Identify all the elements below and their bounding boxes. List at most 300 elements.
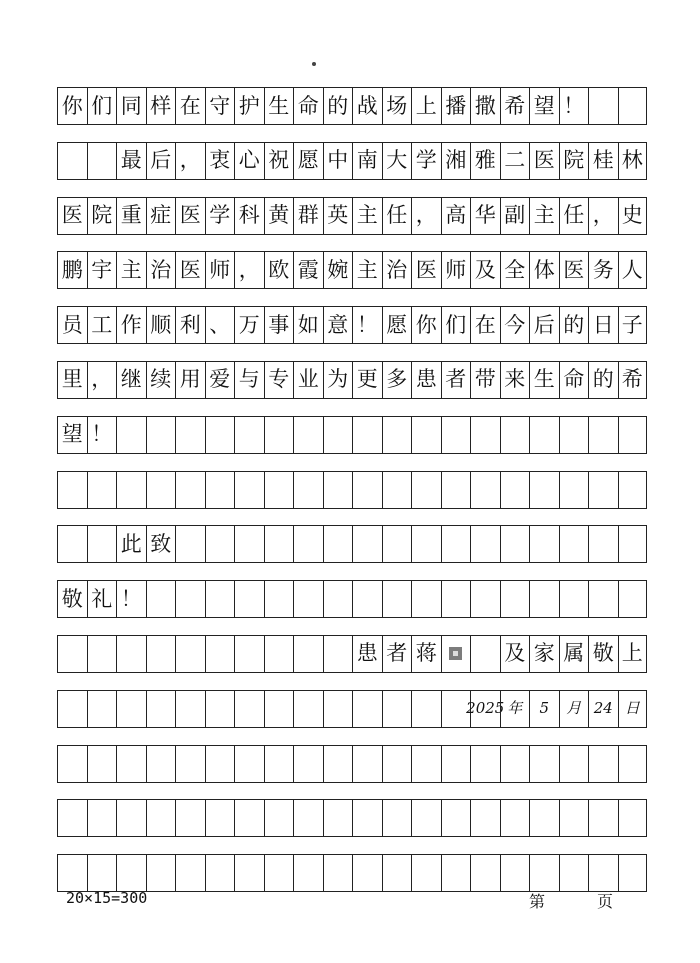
page-prefix: 第	[529, 892, 546, 911]
manuscript-grid-sheet	[57, 87, 647, 892]
grid-cell: 望	[529, 87, 559, 125]
grid-cell	[500, 525, 530, 563]
grid-cell	[352, 525, 382, 563]
grid-cell	[175, 799, 205, 837]
grid-cell	[382, 471, 412, 509]
grid-cell	[57, 525, 87, 563]
grid-cell: 继	[116, 361, 146, 399]
grid-cell	[559, 525, 589, 563]
grid-cell	[588, 580, 618, 618]
grid-cell	[529, 799, 559, 837]
grid-cell	[618, 580, 648, 618]
grid-cell: 院	[87, 197, 117, 235]
grid-cell	[500, 580, 530, 618]
grid-cell	[116, 854, 146, 892]
grid-cell	[588, 854, 618, 892]
grid-cell: 及	[500, 635, 530, 673]
grid-cell: 日	[618, 690, 648, 728]
grid-cell	[146, 745, 176, 783]
grid-cell	[559, 416, 589, 454]
grid-cell	[411, 580, 441, 618]
grid-cell: ，	[175, 142, 205, 180]
grid-cell: 如	[293, 306, 323, 344]
grid-row	[57, 635, 647, 673]
grid-cell	[146, 690, 176, 728]
grid-cell	[441, 416, 471, 454]
grid-cell	[175, 416, 205, 454]
grid-cell: 学	[411, 142, 441, 180]
grid-cell: 续	[146, 361, 176, 399]
grid-cell: 的	[559, 306, 589, 344]
grid-cell	[352, 690, 382, 728]
grid-cell	[205, 690, 235, 728]
grid-cell: 敬	[588, 635, 618, 673]
grid-cell: 撒	[470, 87, 500, 125]
grid-cell: 者	[382, 635, 412, 673]
grid-cell	[352, 854, 382, 892]
grid-cell: 心	[234, 142, 264, 180]
grid-cell: 们	[87, 87, 117, 125]
grid-cell	[441, 580, 471, 618]
stray-ink-dot	[312, 62, 316, 66]
grid-cell	[264, 416, 294, 454]
grid-cell	[146, 854, 176, 892]
grid-cell: 高	[441, 197, 471, 235]
grid-cell	[293, 745, 323, 783]
grid-cell: 学	[205, 197, 235, 235]
grid-cell	[323, 635, 353, 673]
grid-cell: 医	[57, 197, 87, 235]
grid-cell	[87, 142, 117, 180]
grid-cell: 命	[293, 87, 323, 125]
grid-cell: 多	[382, 361, 412, 399]
grid-cell	[116, 799, 146, 837]
grid-cell	[500, 416, 530, 454]
grid-cell: 礼	[87, 580, 117, 618]
grid-cell	[529, 416, 559, 454]
grid-cell: 治	[382, 251, 412, 289]
grid-cell: ！	[116, 580, 146, 618]
grid-cell	[264, 635, 294, 673]
grid-cell: 群	[293, 197, 323, 235]
grid-cell: 希	[618, 361, 648, 399]
grid-cell	[588, 87, 618, 125]
grid-cell: 们	[441, 306, 471, 344]
grid-cell	[559, 580, 589, 618]
grid-cell: 副	[500, 197, 530, 235]
grid-cell	[529, 745, 559, 783]
grid-cell: 二	[500, 142, 530, 180]
grid-cell: 南	[352, 142, 382, 180]
grid-cell: 属	[559, 635, 589, 673]
grid-cell: 湘	[441, 142, 471, 180]
grid-cell	[57, 142, 87, 180]
grid-cell: 愿	[382, 306, 412, 344]
grid-cell: 希	[500, 87, 530, 125]
grid-cell	[441, 471, 471, 509]
grid-cell: ！	[87, 416, 117, 454]
grid-row	[57, 197, 647, 235]
grid-cell	[264, 580, 294, 618]
grid-cell	[264, 471, 294, 509]
grid-cell: 24	[588, 690, 618, 728]
grid-cell	[205, 525, 235, 563]
grid-cell	[411, 416, 441, 454]
grid-cell	[500, 471, 530, 509]
grid-cell	[529, 471, 559, 509]
grid-cell	[264, 745, 294, 783]
grid-cell	[205, 745, 235, 783]
grid-cell	[500, 745, 530, 783]
grid-cell: 带	[470, 361, 500, 399]
grid-cell: 专	[264, 361, 294, 399]
grid-cell: 的	[323, 87, 353, 125]
grid-cell: ，	[411, 197, 441, 235]
grid-cell: 主	[529, 197, 559, 235]
grid-cell: 在	[470, 306, 500, 344]
page-suffix: 页	[597, 892, 614, 911]
grid-cell	[382, 525, 412, 563]
grid-row	[57, 854, 647, 892]
grid-cell	[175, 525, 205, 563]
grid-cell	[588, 471, 618, 509]
grid-cell: 里	[57, 361, 87, 399]
grid-cell: 致	[146, 525, 176, 563]
grid-cell: 祝	[264, 142, 294, 180]
grid-cell: 事	[264, 306, 294, 344]
grid-cell	[87, 635, 117, 673]
grid-cell	[87, 745, 117, 783]
grid-cell	[470, 799, 500, 837]
grid-cell	[57, 471, 87, 509]
grid-cell: 在	[175, 87, 205, 125]
grid-cell: 患	[352, 635, 382, 673]
grid-cell: 护	[234, 87, 264, 125]
grid-cell	[57, 854, 87, 892]
grid-cell	[293, 525, 323, 563]
grid-cell: 你	[411, 306, 441, 344]
grid-cell: 年	[500, 690, 530, 728]
grid-cell: 史	[618, 197, 648, 235]
grid-cell	[382, 690, 412, 728]
grid-cell	[470, 525, 500, 563]
grid-cell	[411, 745, 441, 783]
grid-cell	[57, 635, 87, 673]
grid-cell	[323, 854, 353, 892]
grid-cell	[559, 745, 589, 783]
page-number-label	[529, 889, 613, 912]
grid-cell	[529, 854, 559, 892]
grid-cell	[500, 799, 530, 837]
grid-cell	[470, 635, 500, 673]
grid-cell	[500, 854, 530, 892]
grid-cell	[618, 471, 648, 509]
grid-cell: ，	[234, 251, 264, 289]
grid-cell	[234, 416, 264, 454]
grid-cell: 样	[146, 87, 176, 125]
grid-cell	[146, 471, 176, 509]
grid-cell: 的	[588, 361, 618, 399]
grid-row	[57, 251, 647, 289]
grid-cell	[116, 690, 146, 728]
grid-cell: 医	[175, 251, 205, 289]
grid-cell	[411, 854, 441, 892]
grid-cell	[559, 854, 589, 892]
grid-cell: 万	[234, 306, 264, 344]
grid-cell	[352, 799, 382, 837]
grid-cell: 医	[175, 197, 205, 235]
grid-cell: 后	[529, 306, 559, 344]
grid-cell	[588, 799, 618, 837]
grid-cell	[293, 416, 323, 454]
grid-cell: 敬	[57, 580, 87, 618]
grid-cell: ！	[559, 87, 589, 125]
grid-cell: 更	[352, 361, 382, 399]
grid-cell	[618, 525, 648, 563]
grid-row	[57, 142, 647, 180]
grid-row	[57, 471, 647, 509]
grid-cell	[205, 799, 235, 837]
grid-cell: 后	[146, 142, 176, 180]
grid-cell: 爱	[205, 361, 235, 399]
grid-cell: 重	[116, 197, 146, 235]
grid-cell: 任	[382, 197, 412, 235]
grid-cell: 播	[441, 87, 471, 125]
grid-cell	[205, 854, 235, 892]
grid-cell	[205, 635, 235, 673]
grid-cell: 衷	[205, 142, 235, 180]
grid-cell	[382, 854, 412, 892]
grid-row	[57, 87, 647, 125]
grid-cell	[411, 525, 441, 563]
grid-cell: 你	[57, 87, 87, 125]
grid-cell: 生	[529, 361, 559, 399]
grid-cell	[175, 580, 205, 618]
grid-cell: 守	[205, 87, 235, 125]
grid-cell: 任	[559, 197, 589, 235]
grid-cell: 症	[146, 197, 176, 235]
grid-cell: 5	[529, 690, 559, 728]
grid-cell: 工	[87, 306, 117, 344]
grid-cell	[146, 635, 176, 673]
grid-cell: 场	[382, 87, 412, 125]
grid-cell: 全	[500, 251, 530, 289]
grid-cell	[175, 471, 205, 509]
grid-row	[57, 361, 647, 399]
grid-cell	[234, 580, 264, 618]
grid-cell: 生	[264, 87, 294, 125]
grid-row	[57, 690, 647, 728]
grid-cell: 医	[559, 251, 589, 289]
grid-cell	[293, 635, 323, 673]
grid-cell: 愿	[293, 142, 323, 180]
grid-cell: 科	[234, 197, 264, 235]
grid-cell: 家	[529, 635, 559, 673]
grid-cell: 子	[618, 306, 648, 344]
grid-cell	[264, 854, 294, 892]
grid-cell	[323, 525, 353, 563]
grid-cell	[470, 580, 500, 618]
grid-cell: 英	[323, 197, 353, 235]
grid-cell: 院	[559, 142, 589, 180]
grid-cell: 同	[116, 87, 146, 125]
grid-cell	[323, 580, 353, 618]
grid-row	[57, 306, 647, 344]
grid-cell	[57, 690, 87, 728]
grid-cell: 用	[175, 361, 205, 399]
grid-cell: 业	[293, 361, 323, 399]
grid-cell	[234, 635, 264, 673]
grid-cell: 患	[411, 361, 441, 399]
grid-cell	[352, 580, 382, 618]
grid-cell: ，	[87, 361, 117, 399]
grid-cell	[293, 799, 323, 837]
grid-cell: 顺	[146, 306, 176, 344]
grid-cell	[116, 471, 146, 509]
grid-cell: 2025	[470, 690, 500, 728]
grid-cell: 师	[205, 251, 235, 289]
redacted-name-cell	[441, 635, 471, 673]
grid-cell: ，	[588, 197, 618, 235]
grid-cell	[588, 525, 618, 563]
grid-cell	[441, 799, 471, 837]
grid-cell	[559, 471, 589, 509]
grid-cell	[618, 745, 648, 783]
grid-cell	[146, 416, 176, 454]
grid-cell	[234, 525, 264, 563]
grid-cell	[175, 854, 205, 892]
grid-cell	[87, 690, 117, 728]
grid-cell	[411, 690, 441, 728]
grid-cell: 利	[175, 306, 205, 344]
grid-cell: 命	[559, 361, 589, 399]
grid-cell	[618, 87, 648, 125]
grid-cell	[264, 799, 294, 837]
grid-cell	[264, 525, 294, 563]
grid-cell: 桂	[588, 142, 618, 180]
grid-cell	[116, 745, 146, 783]
grid-cell	[588, 745, 618, 783]
grid-cell	[234, 690, 264, 728]
grid-row	[57, 525, 647, 563]
grid-cell	[529, 525, 559, 563]
grid-cell	[382, 745, 412, 783]
grid-cell	[293, 854, 323, 892]
grid-cell: 医	[411, 251, 441, 289]
grid-cell: 员	[57, 306, 87, 344]
grid-cell	[323, 471, 353, 509]
grid-cell	[87, 471, 117, 509]
grid-cell: 来	[500, 361, 530, 399]
grid-cell	[57, 745, 87, 783]
grid-cell	[323, 690, 353, 728]
grid-spec-label: 20×15=300	[66, 889, 148, 907]
grid-cell	[470, 471, 500, 509]
grid-cell	[293, 471, 323, 509]
grid-cell: 今	[500, 306, 530, 344]
grid-cell	[411, 799, 441, 837]
grid-cell: ！	[352, 306, 382, 344]
redaction-mark	[449, 647, 462, 660]
grid-cell	[234, 471, 264, 509]
grid-cell	[146, 580, 176, 618]
grid-cell	[234, 854, 264, 892]
grid-cell: 者	[441, 361, 471, 399]
grid-cell: 与	[234, 361, 264, 399]
grid-row	[57, 799, 647, 837]
grid-cell: 主	[116, 251, 146, 289]
grid-cell	[234, 799, 264, 837]
grid-cell	[618, 799, 648, 837]
grid-cell: 华	[470, 197, 500, 235]
grid-cell: 上	[618, 635, 648, 673]
grid-cell: 治	[146, 251, 176, 289]
grid-cell: 蒋	[411, 635, 441, 673]
grid-cell: 务	[588, 251, 618, 289]
grid-cell: 体	[529, 251, 559, 289]
grid-cell	[441, 854, 471, 892]
grid-cell: 日	[588, 306, 618, 344]
grid-cell: 意	[323, 306, 353, 344]
grid-cell: 、	[205, 306, 235, 344]
grid-cell: 医	[529, 142, 559, 180]
grid-cell: 作	[116, 306, 146, 344]
grid-row	[57, 580, 647, 618]
grid-cell: 主	[352, 197, 382, 235]
grid-cell: 霞	[293, 251, 323, 289]
grid-cell: 战	[352, 87, 382, 125]
grid-cell	[470, 854, 500, 892]
grid-cell: 师	[441, 251, 471, 289]
grid-cell: 上	[411, 87, 441, 125]
grid-cell	[382, 580, 412, 618]
grid-cell	[205, 416, 235, 454]
grid-cell	[352, 745, 382, 783]
grid-cell: 及	[470, 251, 500, 289]
grid-cell: 为	[323, 361, 353, 399]
grid-cell	[323, 799, 353, 837]
grid-cell	[470, 745, 500, 783]
grid-cell	[87, 525, 117, 563]
grid-cell: 此	[116, 525, 146, 563]
grid-row	[57, 745, 647, 783]
grid-cell	[205, 471, 235, 509]
grid-cell: 婉	[323, 251, 353, 289]
grid-cell: 欧	[264, 251, 294, 289]
grid-cell: 黄	[264, 197, 294, 235]
grid-cell: 主	[352, 251, 382, 289]
grid-cell: 林	[618, 142, 648, 180]
grid-cell	[87, 799, 117, 837]
grid-cell	[175, 745, 205, 783]
grid-cell	[323, 416, 353, 454]
grid-cell	[441, 745, 471, 783]
grid-cell	[559, 799, 589, 837]
grid-cell	[352, 471, 382, 509]
grid-cell: 雅	[470, 142, 500, 180]
grid-cell: 望	[57, 416, 87, 454]
grid-cell	[588, 416, 618, 454]
grid-cell	[87, 854, 117, 892]
grid-cell	[293, 690, 323, 728]
grid-cell	[57, 799, 87, 837]
grid-cell: 鹏	[57, 251, 87, 289]
grid-cell	[205, 580, 235, 618]
grid-cell	[470, 416, 500, 454]
grid-cell	[116, 416, 146, 454]
grid-cell	[175, 635, 205, 673]
grid-cell: 最	[116, 142, 146, 180]
